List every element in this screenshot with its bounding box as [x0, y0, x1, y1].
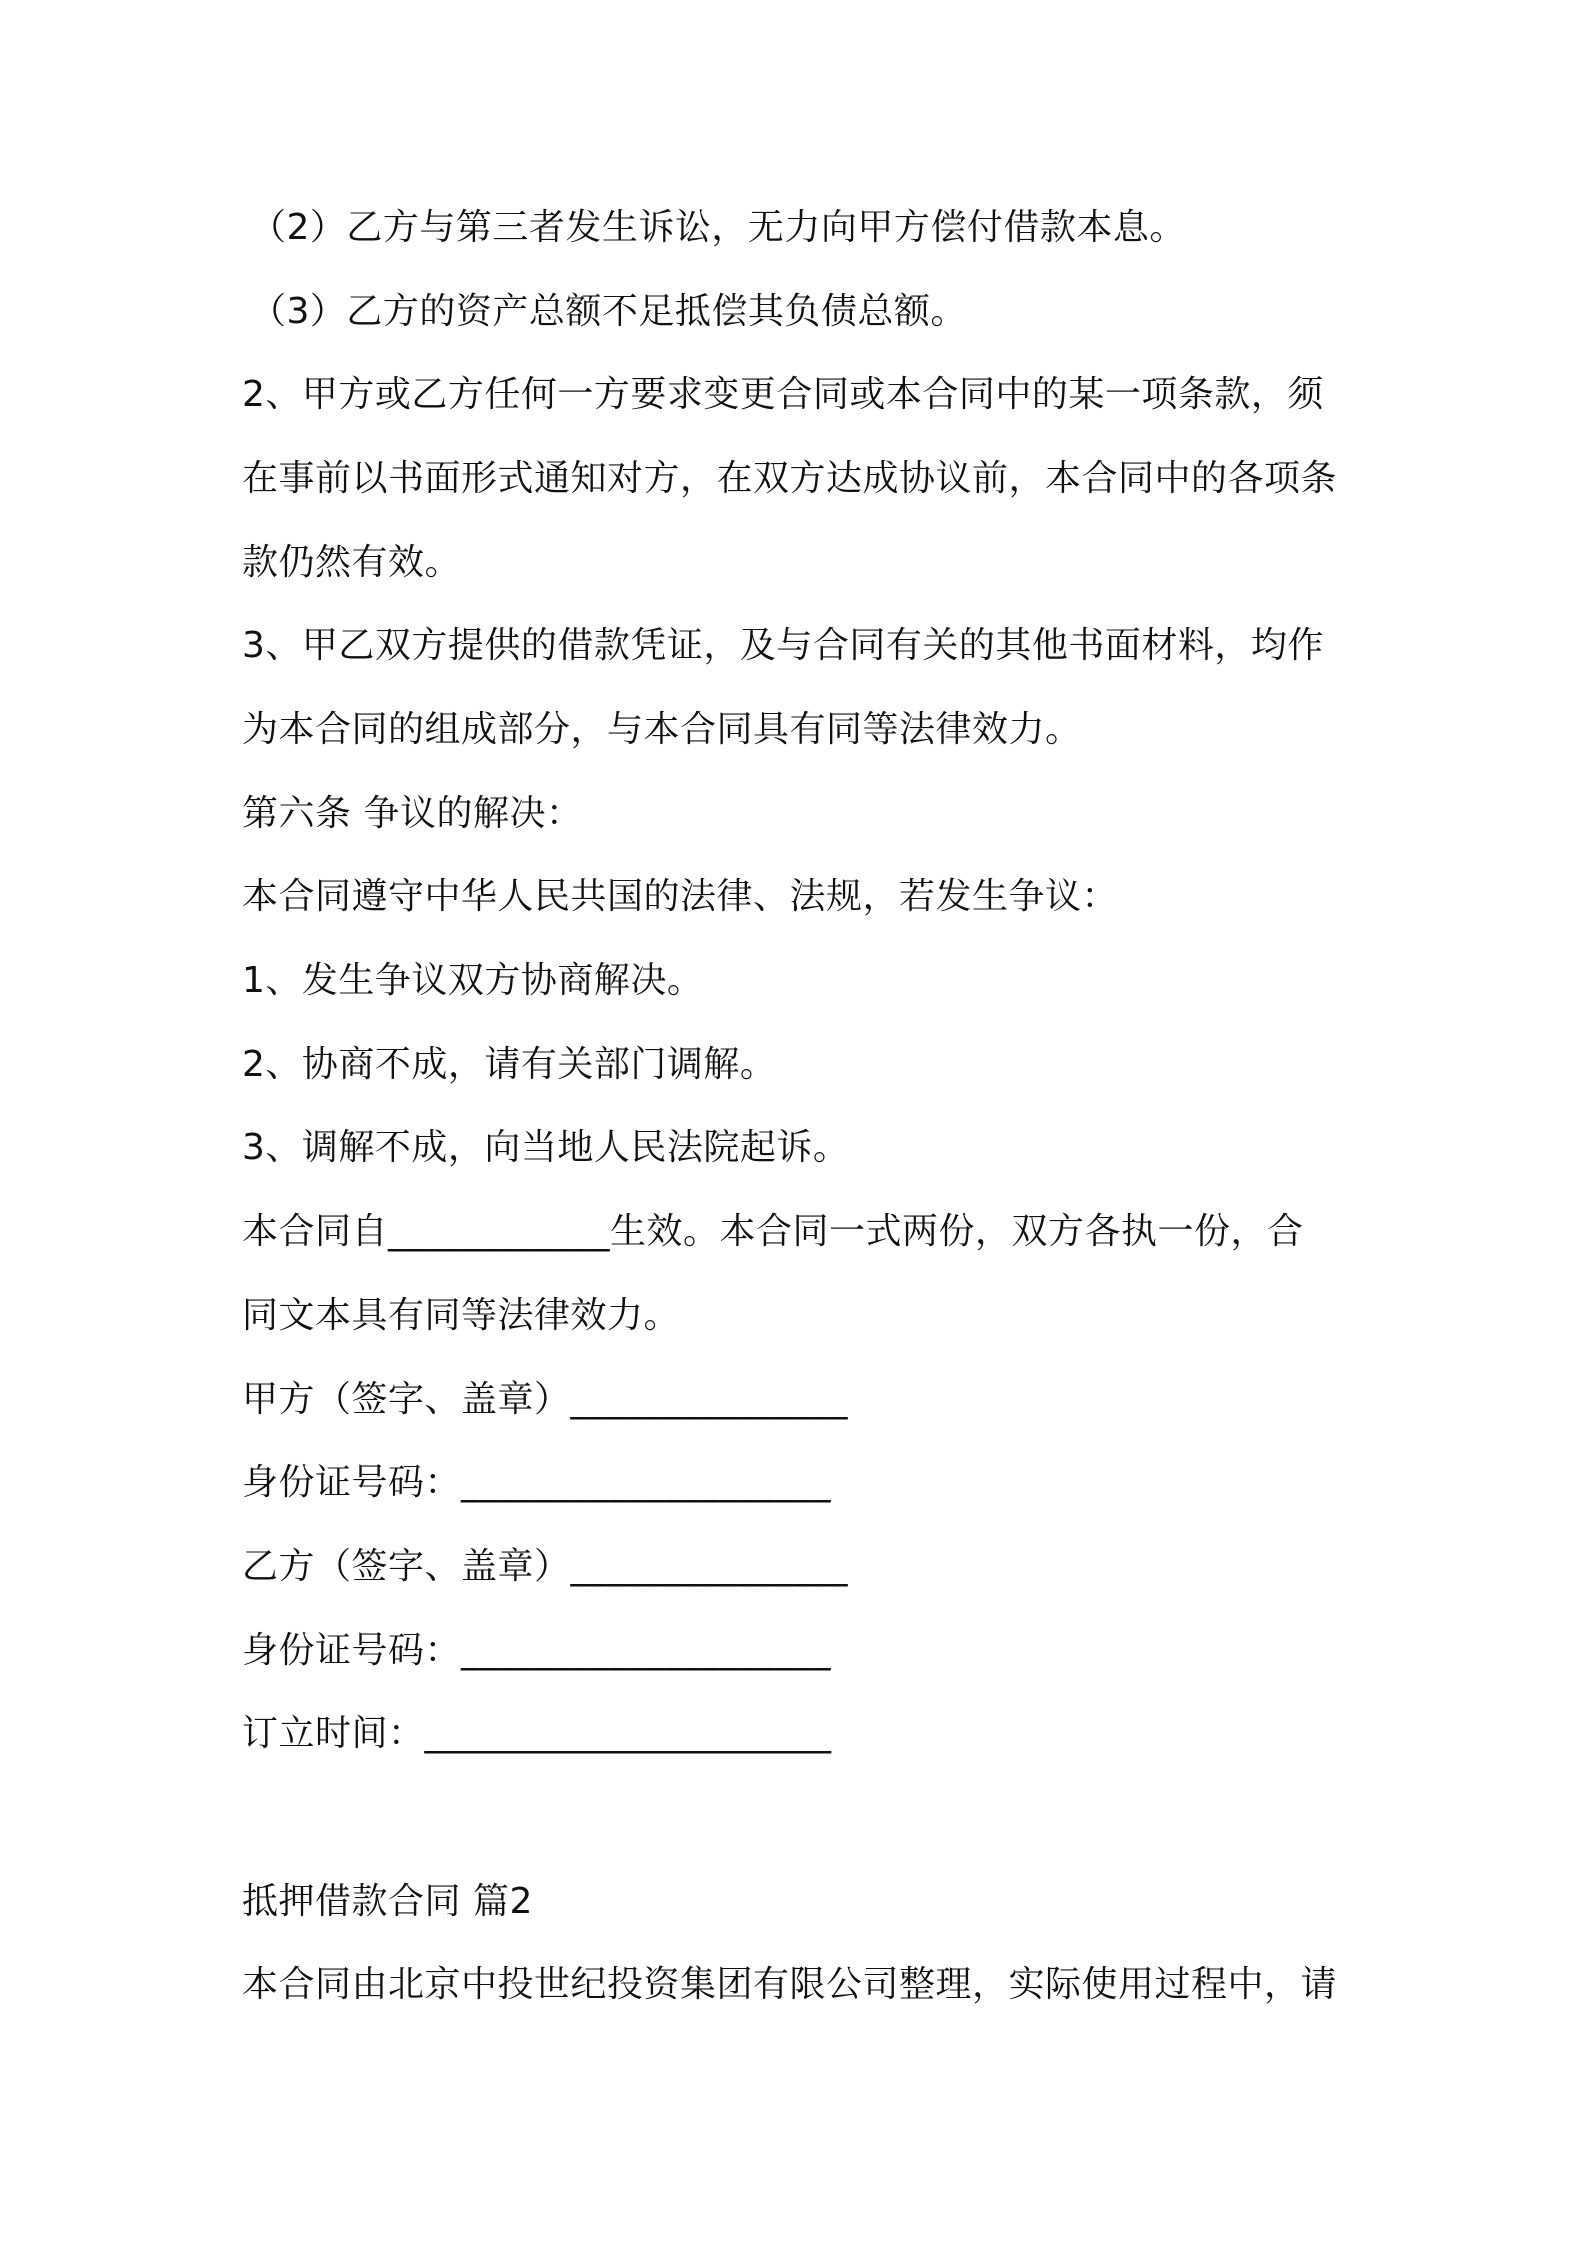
paragraph-2-line-1: 2、甲方或乙方任何一方要求变更合同或本合同中的某一项条款，须	[242, 374, 1324, 415]
dispute-intro: 本合同遵守中华人民共国的法律、法规，若发生争议：	[242, 876, 1119, 917]
paragraph-2-line-2: 在事前以书面形式通知对方，在双方达成协议前，本合同中的各项条	[242, 458, 1338, 499]
party-b-id-field: 身份证号码：____________________	[242, 1630, 832, 1671]
paragraph-3-line-1: 3、甲乙双方提供的借款凭证，及与合同有关的其他书面材料，均作	[242, 625, 1324, 666]
dispute-item-2: 2、协商不成，请有关部门调解。	[242, 1044, 777, 1085]
effective-clause-line-2: 同文本具有同等法律效力。	[242, 1295, 681, 1336]
dispute-item-3: 3、调解不成，向当地人民法院起诉。	[242, 1127, 850, 1168]
effective-clause-line-1: 本合同自____________生效。本合同一式两份，双方各执一份，合	[242, 1211, 1304, 1252]
section-heading-dispute: 第六条 争议的解决：	[242, 793, 583, 834]
clause-item-2-text: （2）乙方与第三者发生诉讼，无力向甲方偿付借款本息。	[250, 207, 1186, 248]
party-a-id-field: 身份证号码：____________________	[242, 1462, 832, 1503]
contract-title-part-2: 抵押借款合同 篇2	[242, 1881, 533, 1922]
paragraph-3-line-2: 为本合同的组成部分，与本合同具有同等法律效力。	[242, 709, 1082, 750]
paragraph-2-line-3: 款仍然有效。	[242, 542, 462, 583]
party-a-signature-field: 甲方（签字、盖章）_______________	[242, 1379, 849, 1420]
clause-item-3-text: （3）乙方的资产总额不足抵偿其负债总额。	[250, 291, 967, 332]
signing-date-field: 订立时间：______________________	[242, 1713, 832, 1754]
party-b-signature-field: 乙方（签字、盖章）_______________	[242, 1546, 849, 1587]
contract-intro-line: 本合同由北京中投世纪投资集团有限公司整理，实际使用过程中，请	[242, 1964, 1338, 2005]
dispute-item-1: 1、发生争议双方协商解决。	[242, 960, 704, 1001]
